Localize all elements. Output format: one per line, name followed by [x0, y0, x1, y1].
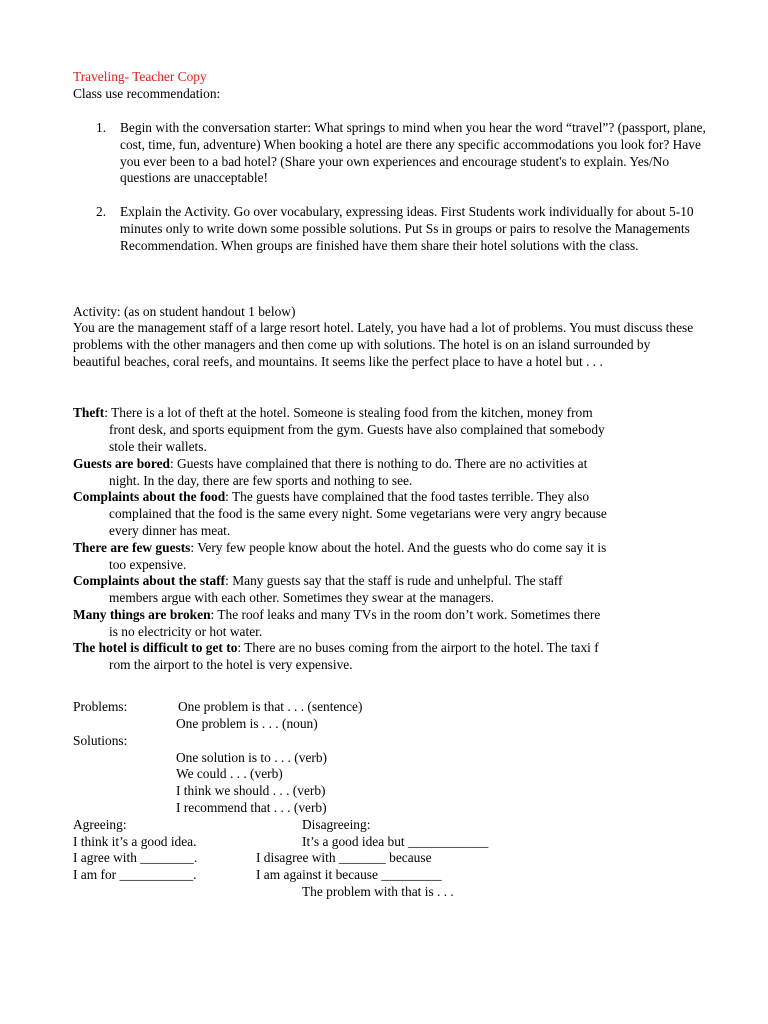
solutions-label: Solutions:	[73, 733, 128, 748]
problems-label: Problems:	[73, 699, 128, 714]
problem-title: Complaints about the staff	[73, 573, 226, 588]
problem-phrase: One problem is . . . (noun)	[176, 716, 318, 731]
step-text: Explain the Activity. Go over vocabulary, expressing ideas. First Students work individually for about 5-10 minutes only to write down some possible solutions. Put Ss in groups or pairs to resolve the Managements Recommendation. When groups are finished have them share their hotel solutions with the class.	[120, 204, 694, 253]
solution-phrase: I recommend that . . . (verb)	[176, 800, 327, 815]
problem-item	[73, 540, 695, 574]
problem-text: is no electricity or hot water.	[109, 623, 263, 639]
disagree-phrase: The problem with that is . . .	[302, 884, 454, 899]
problem-text: every dinner has meat.	[109, 522, 231, 538]
step-number: 1.	[96, 120, 107, 135]
step-text: Begin with the conversation starter: What springs to mind when you hear the word “travel”? (passport, plane, cost, time, fun, adventure) When booking a hotel are there any specific accommodations you look for? Have you ever been to a bad hotel? (Share your own experiences and encourage student's to explain. Yes/No questions are unacceptable!	[120, 120, 706, 186]
page-subtitle: Class use recommendation:	[73, 86, 221, 101]
problem-item	[73, 456, 695, 490]
problem-text: front desk, and sports equipment from the gym. Guests have also complained that somebody	[109, 421, 605, 437]
problem-text: stole their wallets.	[109, 438, 207, 454]
problem-text: complained that the food is the same every night. Some vegetarians were very angry because	[109, 505, 607, 521]
problem-text: : There is a lot of theft at the hotel. Someone is stealing food from the kitchen, money from	[104, 405, 593, 420]
agree-phrase: I agree with ________.	[73, 850, 198, 865]
problem-title: The hotel is difficult to get to	[73, 640, 238, 655]
problem-text: : The guests have complained that the food tastes terrible. They also	[225, 489, 590, 504]
problem-title: Complaints about the food	[73, 489, 226, 504]
disagree-phrase: I am against it because _________	[256, 867, 442, 882]
problem-item	[73, 573, 695, 607]
problem-text: : Very few people know about the hotel. And the guests who do come say it is	[190, 540, 607, 555]
problem-title: Guests are bored	[73, 456, 170, 471]
problem-item	[73, 489, 695, 539]
solution-phrase: We could . . . (verb)	[176, 766, 283, 781]
problem-text: rom the airport to the hotel is very expensive.	[109, 656, 353, 672]
disagree-phrase: I disagree with _______ because	[256, 850, 432, 865]
disagreeing-label: Disagreeing:	[302, 817, 371, 832]
problem-text: members argue with each other. Sometimes they swear at the managers.	[109, 589, 494, 605]
agree-phrase: I am for ___________.	[73, 867, 197, 882]
problem-text: : There are no buses coming from the airport to the hotel. The taxi f	[237, 640, 599, 655]
page-title: Traveling- Teacher Copy	[73, 69, 207, 84]
problem-text: : Guests have complained that there is nothing to do. There are no activities at	[169, 456, 588, 471]
solution-phrase: One solution is to . . . (verb)	[176, 750, 327, 765]
solution-phrase: I think we should . . . (verb)	[176, 783, 326, 798]
problem-text: too expensive.	[109, 556, 187, 572]
problem-item	[73, 607, 695, 641]
problem-item	[73, 640, 695, 674]
activity-heading: Activity: (as on student handout 1 below)	[73, 304, 296, 319]
problem-text: : The roof leaks and many TVs in the room don’t work. Sometimes there	[210, 607, 601, 622]
problem-title: Theft	[73, 405, 105, 420]
activity-intro: You are the management staff of a large resort hotel. Lately, you have had a lot of problems. You must discuss these problems with the other managers and then come up with solutions. The hotel is on an island surrounded by beautiful beaches, coral reefs, and mountains. It seems like the perfect place to have a hotel but . . .	[73, 320, 694, 369]
agreeing-label: Agreeing:	[73, 817, 127, 832]
problem-title: There are few guests	[73, 540, 191, 555]
problem-title: Many things are broken	[73, 607, 211, 622]
disagree-phrase: It’s a good idea but ____________	[302, 834, 489, 849]
problem-text: : Many guests say that the staff is rude and unhelpful. The staff	[225, 573, 563, 588]
problem-text: night. In the day, there are few sports and nothing to see.	[109, 472, 413, 488]
problem-item	[73, 405, 695, 455]
step-number: 2.	[96, 204, 107, 219]
agree-phrase: I think it’s a good idea.	[73, 834, 197, 849]
problem-phrase: One problem is that . . . (sentence)	[178, 699, 363, 714]
